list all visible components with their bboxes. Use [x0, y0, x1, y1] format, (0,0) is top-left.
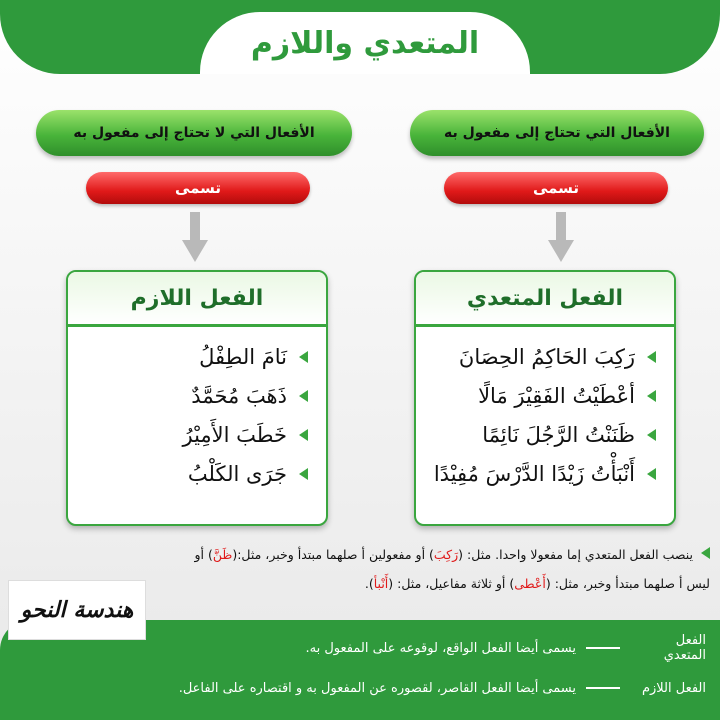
left-header-text: الأفعال التي لا تحتاج إلى مفعول به [73, 125, 315, 141]
list-item: أَنْبَأْتُ زَيْدًا الدَّرْسَ مُفِيْدًا [426, 454, 656, 493]
right-header-text: الأفعال التي تحتاج إلى مفعول به [444, 125, 670, 141]
title-plate [200, 12, 530, 74]
right-badge [444, 172, 668, 204]
bullet-icon [647, 468, 656, 480]
left-badge-text: تسمى [174, 179, 222, 197]
list-item: أعْطَيْتُ الفَقِيْرَ مَالًا [426, 376, 656, 415]
bullet-icon [647, 390, 656, 402]
bullet-icon [299, 351, 308, 363]
list-item: نَامَ الطِفْلُ [78, 337, 308, 376]
note-example: أَعْطى [514, 576, 546, 591]
note-example: أَنْبأ [373, 576, 389, 591]
note-example: رَكِبَ [433, 547, 459, 562]
right-badge-text: تسمى [532, 179, 580, 197]
right-down-arrow-icon [546, 212, 576, 264]
footer-text: يسمى أيضا الفعل القاصر، لقصوره عن المفعول به و اقتصاره على الفاعل. [178, 680, 576, 696]
note-line-2: ليس أ صلهما مبتدأ وخبر، مثل: (أَعْطى) أو ثلاثة مفاعيل، مثل: (أَنْبأ). [364, 576, 710, 591]
bullet-icon [647, 429, 656, 441]
bullet-icon [299, 429, 308, 441]
left-card [66, 270, 328, 526]
left-card-title: الفعل اللازم [68, 272, 326, 327]
bullet-icon [299, 390, 308, 402]
footer-line-intransitive [146, 674, 706, 702]
bullet-icon [647, 351, 656, 363]
list-item: خَطَبَ الأَمِيْرُ [78, 415, 308, 454]
list-item: جَرَى الكَلْبُ [78, 454, 308, 493]
right-card-title: الفعل المتعدي [416, 272, 674, 327]
page-title: المتعدي واللازم [250, 25, 480, 61]
left-header-pill [36, 110, 352, 156]
right-header-pill [410, 110, 704, 156]
list-item: ظَنَنْتُ الرَّجُلَ نَائِمًا [426, 415, 656, 454]
footer-text: يسمى أيضا الفعل الواقع، لوقوعه على المفعول به. [305, 640, 576, 656]
list-item: رَكِبَ الحَاكِمُ الحِصَانَ [426, 337, 656, 376]
list-item: ذَهَبَ مُحَمَّدٌ [78, 376, 308, 415]
dash-divider [586, 647, 620, 649]
bullet-icon [299, 468, 308, 480]
footer-line-transitive [146, 634, 706, 662]
right-card-list [416, 327, 674, 493]
right-card [414, 270, 676, 526]
brand-logo [8, 580, 146, 640]
note-example: ظَنَّ [212, 547, 233, 562]
note-line-1: ينصب الفعل المتعدي إما مفعولا واحدا. مثل: (رَكِبَ) أو مفعولين أ صلهما مبتدأ وخبر، مثل:(ظَنَّ) أو [10, 540, 710, 569]
left-down-arrow-icon [180, 212, 210, 264]
dash-divider [586, 687, 620, 689]
note-bullet-icon [701, 547, 710, 559]
left-badge [86, 172, 310, 204]
brand-text: هندسة النحو [20, 597, 134, 623]
left-card-list [68, 327, 326, 493]
footer-label: الفعل المتعدي [663, 633, 706, 663]
footer-label: الفعل اللازم [641, 680, 706, 696]
